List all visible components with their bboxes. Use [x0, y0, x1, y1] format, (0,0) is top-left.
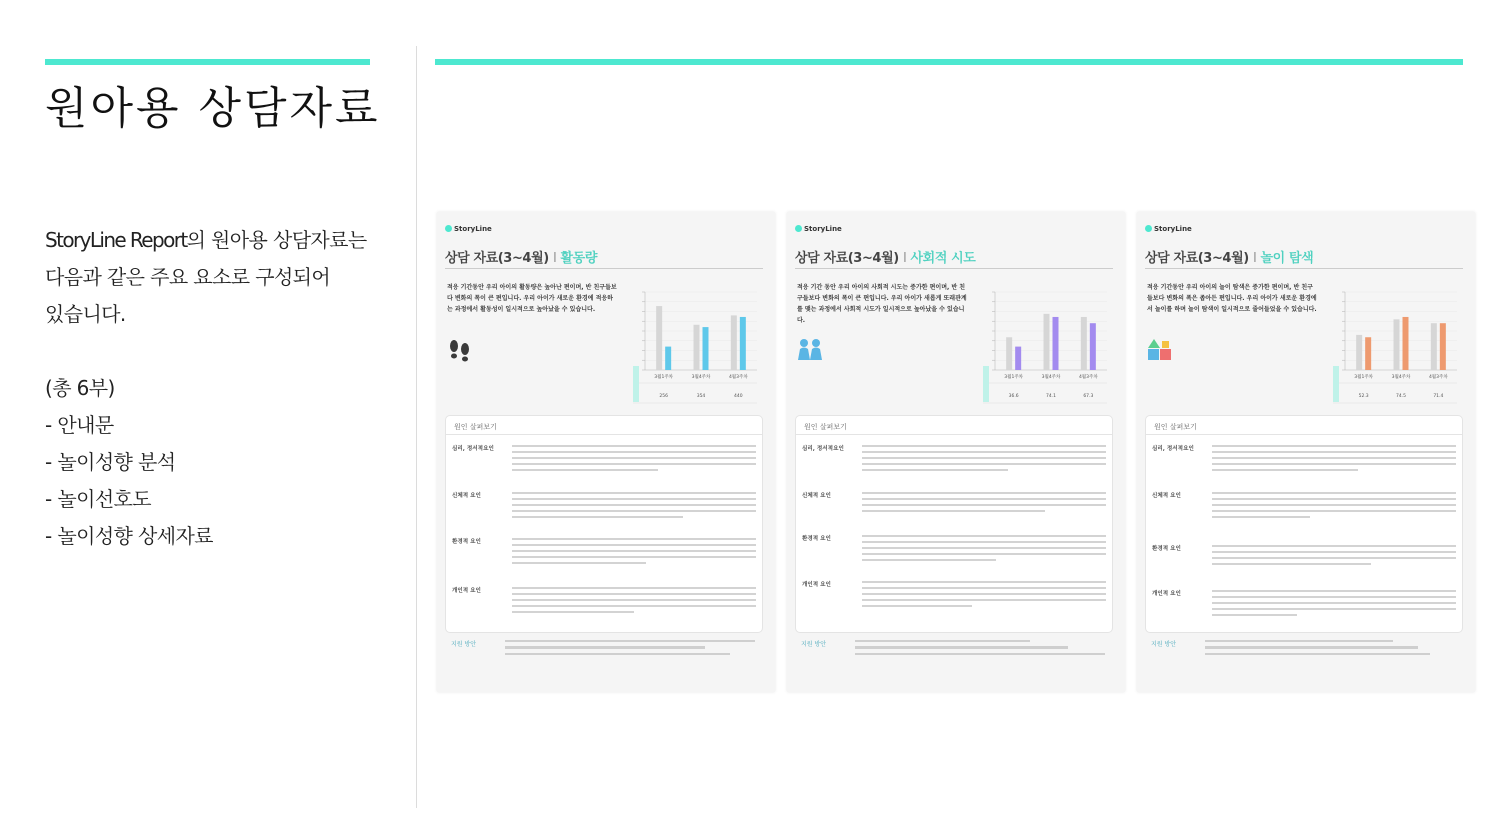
data-label: 52.3 [1358, 394, 1369, 399]
factor-label: 환경적 요인 [1152, 546, 1181, 552]
support-label: 지원 방안 [451, 641, 477, 648]
contents-item: - 놀이성향 상세자료 [45, 524, 213, 548]
support-label: 지원 방안 [801, 641, 827, 648]
chart-play [1333, 272, 1463, 408]
legend-strip [1333, 366, 1339, 402]
chart-activity [633, 272, 763, 408]
intro-text [45, 222, 385, 333]
data-label: 74.5 [1395, 394, 1407, 399]
factor-label: 개인적 요인 [452, 588, 481, 594]
chart-bar [703, 327, 709, 370]
data-label: 256 [659, 394, 668, 399]
data-label: 440 [734, 394, 743, 399]
intro-line-1-rest: 의 원아용 상담자료는 [186, 228, 367, 252]
factor-label: 신체적 요인 [802, 493, 831, 499]
support-text [505, 640, 755, 659]
data-label: 71.4 [1433, 394, 1444, 399]
chart-bar [1403, 317, 1409, 370]
storyline-logo: StoryLine [795, 225, 842, 233]
x-tick-label: 3월4주차 [1041, 375, 1061, 380]
factor-label: 개인적 요인 [1152, 591, 1181, 597]
bar-chart [1333, 272, 1463, 408]
document-title: 상담 자료(3~4월) I 활동량 [445, 251, 597, 266]
chart-bar [1431, 323, 1437, 370]
support-text [1205, 640, 1455, 659]
chart-bar [1015, 347, 1021, 370]
title-rule [1145, 268, 1463, 269]
logo-mark-icon [1145, 225, 1152, 232]
factor-label: 심리, 정서적요인 [452, 446, 494, 452]
title-rule [445, 268, 763, 269]
children-icon [797, 338, 823, 362]
chart-bar [1044, 314, 1050, 370]
intro-line-3: 있습니다. [45, 302, 126, 326]
x-tick-label: 4월3주차 [728, 375, 748, 380]
document-summary: 적응 기간 동안 우리 아이의 사회적 시도는 증가한 편이며, 반 친구들보다 변화의 폭이 큰 편입니다. 우리 아이가 새롭게 또래관계를 맺는 과정에서 사회적 시도가 일시적으로 높아났을 수 있습니다. [797, 284, 967, 324]
factor-label: 환경적 요인 [452, 539, 481, 545]
chart-bar [1081, 317, 1087, 370]
document-count: (총 6부) [45, 376, 115, 400]
factor-label: 환경적 요인 [802, 536, 831, 542]
logo-mark-icon [445, 225, 452, 232]
document-summary: 적응 기간동안 우리 아이의 활동량은 높아난 편이며, 반 친구들보다 변화의 폭이 큰 편입니다. 우리 아이가 새로운 환경에 적응하는 과정에서 활동성이 일시적으로 높아났을 수 있습니다. [447, 284, 617, 313]
x-tick-label: 4월3주차 [1078, 375, 1098, 380]
support-text [855, 640, 1105, 659]
page-title: 원아용 상담자료 [45, 83, 381, 134]
x-tick-label: 4월3주차 [1428, 375, 1448, 380]
factor-label: 심리, 정서적요인 [802, 446, 844, 452]
chart-bar [740, 317, 746, 370]
intro-line-2: 다음과 같은 주요 요소로 구성되어 [45, 265, 331, 289]
chart-bar [1440, 323, 1446, 370]
observation-panel [445, 415, 763, 633]
x-tick-label: 3월1주차 [654, 375, 674, 380]
observation-title: 원인 살펴보기 [804, 423, 847, 431]
storyline-logo: StoryLine [1145, 225, 1192, 233]
chart-bar [731, 315, 737, 370]
observation-panel [1145, 415, 1463, 633]
chart-bar [1356, 335, 1362, 370]
factor-text [862, 445, 1106, 475]
bar-chart [633, 272, 763, 408]
contents-item: - 놀이선호도 [45, 487, 151, 511]
chart-bar [1394, 319, 1400, 370]
factor-text [1212, 590, 1456, 620]
factor-text [512, 445, 756, 475]
document-title: 상담 자료(3~4월) I 사회적 시도 [795, 251, 976, 266]
factor-text [1212, 492, 1456, 522]
chart-bar [1053, 317, 1059, 370]
logo-mark-icon [795, 225, 802, 232]
vertical-divider [416, 46, 417, 808]
x-tick-label: 3월1주차 [1004, 375, 1024, 380]
factor-label: 개인적 요인 [802, 582, 831, 588]
document-preview-play [1137, 212, 1475, 692]
data-label: 354 [696, 394, 706, 399]
factor-label: 심리, 정서적요인 [1152, 446, 1194, 452]
document-preview-social [787, 212, 1125, 692]
factor-text [1212, 445, 1456, 475]
x-tick-label: 3월1주차 [1354, 375, 1374, 380]
factor-text [862, 492, 1106, 516]
chart-bar [1006, 337, 1012, 370]
right-accent-bar [435, 59, 1463, 65]
contents-item: - 안내문 [45, 413, 114, 437]
observation-title: 원인 살펴보기 [1154, 423, 1197, 431]
contents-list [45, 407, 213, 555]
chart-bar [694, 325, 700, 370]
contents-item: - 놀이성향 분석 [45, 450, 176, 474]
data-label: 74.1 [1045, 394, 1057, 399]
factor-text [1212, 545, 1456, 569]
document-title-keyword: 놀이 탐색 [1260, 251, 1314, 266]
title-rule [795, 268, 1113, 269]
chart-social [983, 272, 1113, 408]
data-label: 36.6 [1008, 394, 1019, 399]
document-summary: 적응 기간동안 우리 아이의 놀이 탐색은 증가한 편이며, 반 친구들보다 변화의 폭은 좁아든 편입니다. 우리 아이가 새로운 환경에서 놀이를 하며 놀이 탐색이 일시적으로 줄어들었을 수 있습니다. [1147, 284, 1317, 313]
factor-label: 신체적 요인 [452, 493, 481, 499]
blocks-icon [1147, 338, 1173, 362]
support-label: 지원 방안 [1151, 641, 1177, 648]
factor-text [512, 492, 756, 522]
storyline-logo: StoryLine [445, 225, 492, 233]
document-preview-activity [437, 212, 775, 692]
chart-bar [1365, 337, 1371, 370]
x-tick-label: 3월4주차 [1391, 375, 1411, 380]
x-tick-label: 3월4주차 [691, 375, 711, 380]
chart-bar [1090, 323, 1096, 370]
footprints-icon [447, 338, 473, 362]
bar-chart [983, 272, 1113, 408]
observation-rule [1146, 434, 1462, 435]
document-title: 상담 자료(3~4월) I 놀이 탐색 [1145, 251, 1314, 266]
chart-bar [656, 306, 662, 370]
factor-text [512, 587, 756, 617]
intro-brand: StoryLine Report [45, 228, 187, 252]
legend-strip [633, 366, 639, 402]
factor-label: 신체적 요인 [1152, 493, 1181, 499]
factor-text [512, 538, 756, 568]
chart-bar [665, 347, 671, 370]
factor-text [862, 535, 1106, 565]
observation-rule [796, 434, 1112, 435]
legend-strip [983, 366, 989, 402]
intro-line-1 [45, 222, 385, 259]
document-title-keyword: 사회적 시도 [910, 251, 976, 266]
observation-rule [446, 434, 762, 435]
data-label: 67.3 [1083, 394, 1094, 399]
factor-text [862, 581, 1106, 611]
left-accent-bar [45, 59, 370, 65]
document-title-keyword: 활동량 [560, 251, 597, 266]
observation-title: 원인 살펴보기 [454, 423, 497, 431]
observation-panel [795, 415, 1113, 633]
